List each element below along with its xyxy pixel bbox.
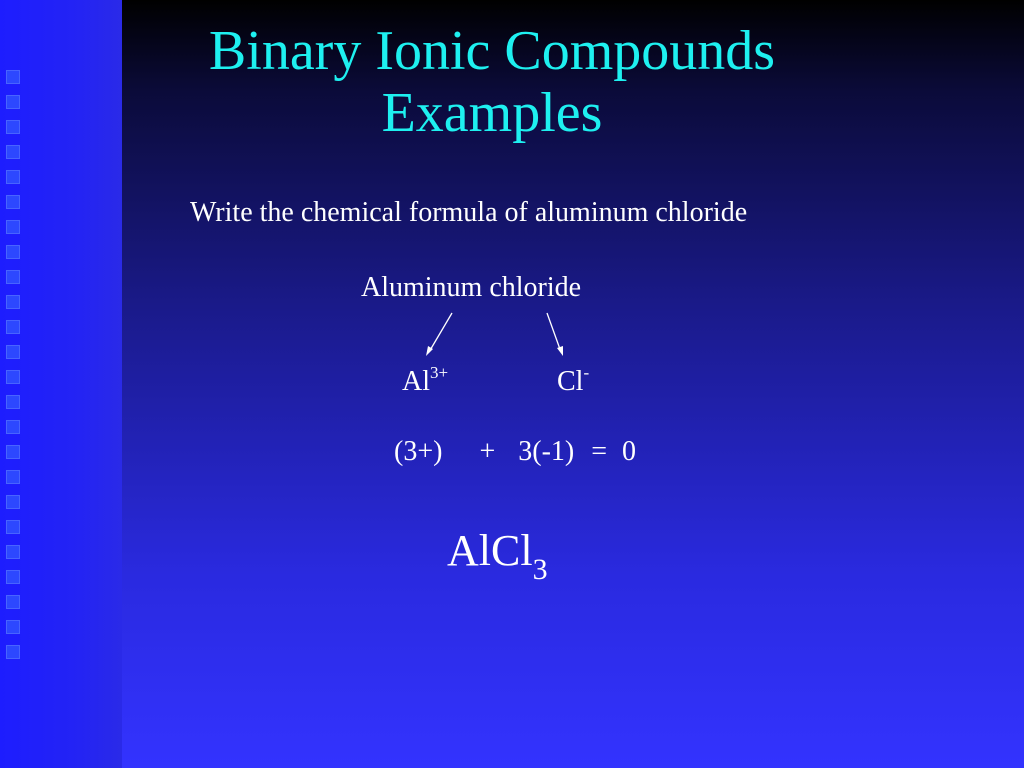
- cation-symbol: Al: [402, 366, 430, 397]
- prompt-text: Write the chemical formula of aluminum chloride: [190, 197, 748, 228]
- formula-subscript: 3: [532, 553, 548, 586]
- formula-base: AlCl: [447, 526, 533, 575]
- anion-charge: -: [583, 363, 590, 382]
- left-arrow: [429, 313, 452, 352]
- anion-charge-term: 3(-1): [518, 436, 575, 467]
- plus-sign: +: [479, 436, 496, 467]
- equals-sign: =: [591, 436, 608, 467]
- chemical-formula: [447, 525, 548, 586]
- anion-symbol: Cl: [557, 366, 584, 397]
- right-arrow-head: [557, 346, 563, 356]
- cation-charge-term: (3+): [394, 436, 443, 467]
- cation-charge: 3+: [430, 363, 449, 382]
- right-arrow: [547, 313, 561, 352]
- charge-equation: [394, 436, 636, 468]
- title-line-1: Binary Ionic Compounds: [208, 20, 776, 82]
- anion: [557, 363, 590, 398]
- equation-result: 0: [622, 436, 637, 467]
- title-line-2: Examples: [381, 82, 603, 144]
- compound-name: Aluminum chloride: [361, 272, 582, 303]
- cation: [402, 363, 449, 398]
